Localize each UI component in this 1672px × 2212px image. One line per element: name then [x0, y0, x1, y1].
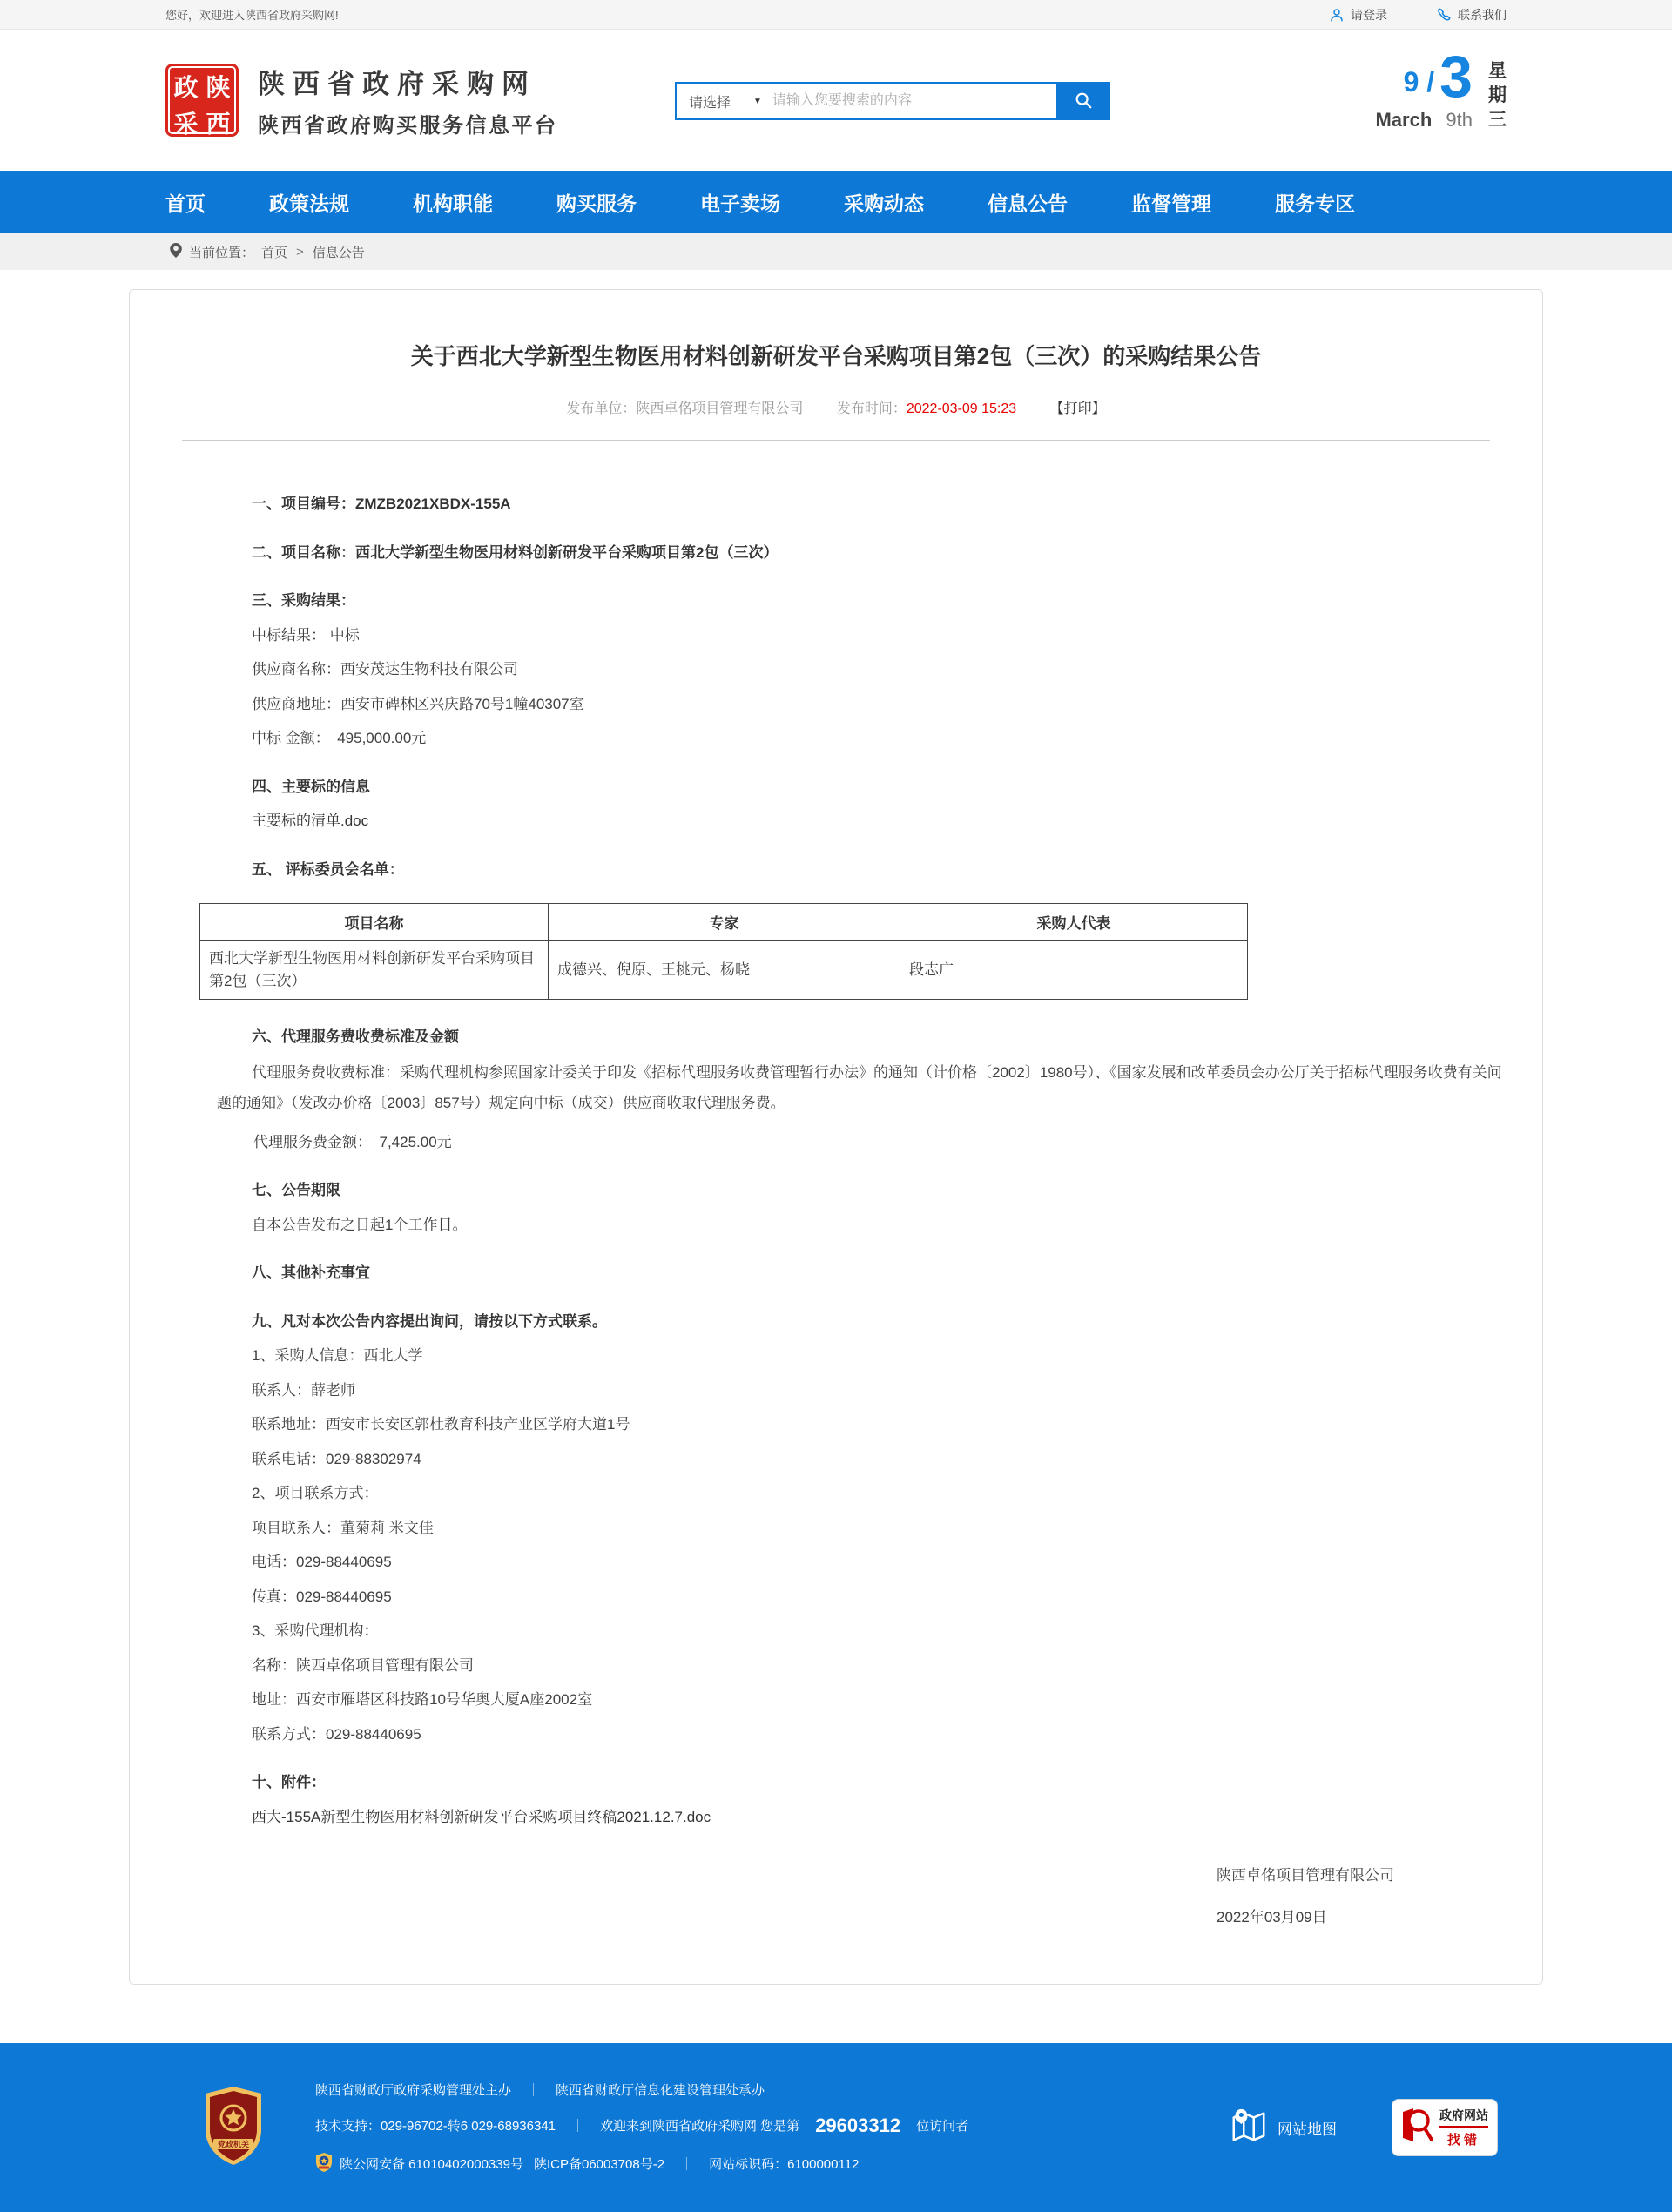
nav-item-8[interactable]: 监督管理 — [1131, 192, 1211, 215]
phone-icon — [1436, 7, 1452, 23]
table-cell: 段志广 — [900, 941, 1248, 1000]
date-widget — [1375, 44, 1507, 132]
footer — [0, 2043, 1672, 2212]
footer-visitor-suffix: 位访问者 — [916, 2119, 969, 2134]
nav-item-1[interactable]: 首页 — [165, 192, 206, 215]
logo-char: 陕 — [206, 74, 231, 101]
main-nav — [0, 171, 1672, 233]
site-header — [0, 30, 1672, 171]
logo-char: 采 — [173, 111, 199, 138]
footer-co-organizer: 陕西省财政厅信息化建设管理处承办 — [556, 2082, 765, 2098]
svg-text:党政机关: 党政机关 — [217, 2140, 250, 2149]
section-heading: 六、代理服务费收费标准及金额 — [252, 1028, 459, 1045]
breadcrumb — [0, 233, 1672, 270]
section-heading: 四、主要标的信息 — [252, 778, 370, 795]
find-error-label-top: 政府网站 — [1439, 2107, 1488, 2128]
location-pin-icon — [170, 243, 182, 261]
table-header-cell: 项目名称 — [200, 904, 549, 941]
body-line: 联系方式：029-88440695 — [252, 1725, 421, 1743]
breadcrumb-home-link[interactable]: 首页 — [261, 245, 288, 260]
evaluation-committee-table — [199, 903, 1248, 1000]
breadcrumb-current: 信息公告 — [312, 245, 365, 260]
body-line: 名称：陕西卓佲项目管理有限公司 — [252, 1656, 474, 1674]
topbar — [0, 0, 1672, 30]
document-link[interactable]: 西大-155A新型生物医用材料创新研发平台采购项目终稿2021.12.7.doc — [252, 1808, 711, 1825]
date-weekday-char: 三 — [1488, 110, 1507, 131]
nav-item-4[interactable]: 购买服务 — [556, 192, 637, 215]
search-select-label: 请选择 — [689, 95, 732, 111]
signature-date: 2022年03月09日 — [1217, 1908, 1327, 1925]
body-line: 联系电话：029-88302974 — [252, 1450, 421, 1467]
government-emblem-icon — [202, 2085, 265, 2171]
gongan-beian-number: 陕公网安备 61010402000339号 — [340, 2157, 523, 2173]
icp-beian-link[interactable] — [534, 2155, 664, 2173]
nav-item-9[interactable]: 服务专区 — [1275, 192, 1355, 215]
contact-link[interactable] — [1436, 6, 1507, 24]
body-line: 项目联系人：董菊莉 米文佳 — [252, 1519, 434, 1536]
nav-item-3[interactable]: 机构职能 — [413, 192, 493, 215]
footer-organizer: 陕西省财政厅政府采购管理处主办 — [315, 2082, 512, 2098]
publish-time: 2022-03-09 15:23 — [906, 401, 1017, 416]
body-line: 中标 金额： 495,000.00元 — [252, 730, 427, 746]
publish-time-label: 发布时间： — [836, 401, 907, 416]
body-line: 中标结果： 中标 — [252, 626, 360, 644]
attachment-line — [252, 810, 1460, 833]
body-line: 代理服务费收费标准：采购代理机构参照国家计委关于印发《招标代理服务收费管理暂行办法》的通知（计价格〔2002〕1980号）、《国家发展和改革委员会办公厅关于招标代理服务收费有关问题的通知》（发改办价格〔2003〕857号）规定向中标（成交）供应商收取代理服务费。 — [217, 1063, 1502, 1112]
article-body — [130, 441, 1542, 1828]
find-error-icon — [1401, 2107, 1434, 2149]
find-error-label-bottom: 找错 — [1446, 2133, 1480, 2148]
section-heading: 九、凡对本次公告内容提出询问，请按以下方式联系。 — [252, 1312, 607, 1330]
table-header-cell: 专家 — [549, 904, 900, 941]
date-month-slash: 9 / — [1403, 65, 1435, 98]
section-heading: 十、附件： — [252, 1774, 326, 1791]
body-line: 地址：西安市雁塔区科技路10号华奥大厦A座2002室 — [252, 1691, 593, 1709]
page-title: 关于西北大学新型生物医用材料创新研发平台采购项目第2包（三次）的采购结果公告 — [410, 343, 1262, 369]
sitemap-link[interactable] — [1229, 2106, 1337, 2150]
table-cell: 成德兴、倪原、王桃元、杨晓 — [549, 941, 900, 1000]
sitemap-icon — [1229, 2106, 1269, 2150]
site-subtitle: 陕西省政府购买服务信息平台 — [258, 114, 558, 138]
publisher-name: 陕西卓佲项目管理有限公司 — [636, 401, 804, 416]
search-button[interactable] — [1056, 82, 1110, 120]
body-line: 供应商地址：西安市碑林区兴庆路70号1幢40307室 — [252, 695, 584, 712]
visitor-count: 29603312 — [815, 2114, 901, 2136]
print-button[interactable]: 【打印】 — [1049, 401, 1106, 416]
search-icon — [1074, 91, 1093, 112]
logo-char: 政 — [173, 74, 199, 101]
nav-item-5[interactable]: 电子卖场 — [700, 192, 780, 215]
body-line: 1、采购人信息：西北大学 — [252, 1347, 423, 1365]
gongan-beian-link[interactable] — [315, 2153, 523, 2175]
site-title: 陕西省政府采购网 — [258, 69, 536, 99]
search-box — [675, 82, 1110, 120]
body-line: 代理服务费金额： 7,425.00元 — [253, 1133, 452, 1150]
body-line: 2、项目联系方式： — [252, 1485, 379, 1502]
footer-line-organizers: 陕西省财政厅政府采购管理处主办 ｜ 陕西省财政厅信息化建设管理处承办 — [315, 2080, 968, 2099]
main-content — [0, 270, 1672, 2014]
article-card — [129, 289, 1543, 1985]
date-day-en: 9th — [1446, 108, 1473, 131]
footer-tech-support: 技术支持：029-96702-转6 029-68936341 — [315, 2119, 556, 2134]
nav-item-6[interactable]: 采购动态 — [844, 192, 924, 215]
body-line: 3、采购代理机构： — [252, 1622, 379, 1640]
footer-line-support: 技术支持：029-96702-转6 029-68936341 ｜ 欢迎来到陕西省政府采购网 您是第 29603312 位访问者 — [315, 2114, 969, 2136]
logo-char: 西 — [206, 111, 231, 138]
publisher-label: 发布单位： — [566, 401, 637, 416]
body-line: 供应商名称：西安茂达生物科技有限公司 — [252, 661, 518, 678]
date-weekday-char: 期 — [1488, 85, 1507, 106]
user-icon — [1329, 7, 1345, 23]
search-input[interactable] — [772, 84, 1056, 118]
table-header-cell: 采购人代表 — [900, 904, 1248, 941]
breadcrumb-separator: > — [296, 244, 304, 260]
sitemap-label: 网站地图 — [1278, 2121, 1337, 2138]
find-error-badge[interactable] — [1392, 2099, 1498, 2156]
nav-item-2[interactable]: 政策法规 — [269, 192, 349, 215]
attachment-line — [252, 1806, 1460, 1829]
body-line: 电话：029-88440695 — [252, 1554, 392, 1571]
icp-beian-number: 陕ICP备06003708号-2 — [533, 2157, 665, 2173]
section-heading: 七、公告期限 — [252, 1182, 340, 1199]
site-logo[interactable] — [165, 64, 239, 137]
search-category-select[interactable] — [677, 91, 772, 111]
date-month-en: March — [1375, 108, 1433, 131]
login-label: 请登录 — [1351, 7, 1387, 22]
date-weekday-char: 星 — [1488, 61, 1507, 81]
signature-block — [1217, 1865, 1394, 1928]
body-line: 联系人：薛老师 — [252, 1381, 355, 1399]
date-day-number: 3 — [1439, 44, 1473, 110]
section-heading: 三、采购结果： — [252, 592, 355, 609]
document-link[interactable]: 主要标的清单.doc — [252, 813, 369, 829]
article-meta — [130, 397, 1542, 417]
site-identifier-code: 网站标识码：6100000112 — [709, 2157, 860, 2173]
nav-item-7[interactable]: 信息公告 — [988, 192, 1068, 215]
body-line: 传真：029-88440695 — [252, 1588, 392, 1605]
body-line: 自本公告发布之日起1个工作日。 — [252, 1216, 468, 1233]
chevron-down-icon: ▼ — [753, 96, 762, 106]
breadcrumb-label: 当前位置： — [189, 245, 255, 260]
contact-label: 联系我们 — [1458, 7, 1507, 22]
section-heading: 二、项目名称：西北大学新型生物医用材料创新研发平台采购项目第2包（三次） — [252, 543, 779, 561]
table-row — [200, 941, 1248, 1000]
footer-line-beian: 陕公网安备 61010402000339号 陕ICP备06003708号-2 ｜ 网站标识码：6100000112 — [315, 2153, 968, 2175]
date-weekday — [1488, 49, 1507, 131]
body-line: 联系地址：西安市长安区郭杜教育科技产业区学府大道1号 — [252, 1416, 630, 1433]
login-link[interactable] — [1329, 6, 1387, 24]
footer-visitor-prefix: 欢迎来到陕西省政府采购网 您是第 — [600, 2119, 800, 2134]
police-badge-icon — [315, 2153, 333, 2175]
welcome-text: 您好，欢迎进入陕西省政府采购网! — [165, 9, 339, 22]
table-cell: 西北大学新型生物医用材料创新研发平台采购项目第2包（三次） — [200, 941, 549, 1000]
section-heading: 一、项目编号：ZMZB2021XBDX-155A — [252, 496, 511, 512]
signature-company: 陕西卓佲项目管理有限公司 — [1217, 1867, 1394, 1885]
section-heading: 八、其他补充事宜 — [252, 1264, 370, 1282]
section-heading: 五、 评标委员会名单： — [252, 860, 404, 878]
